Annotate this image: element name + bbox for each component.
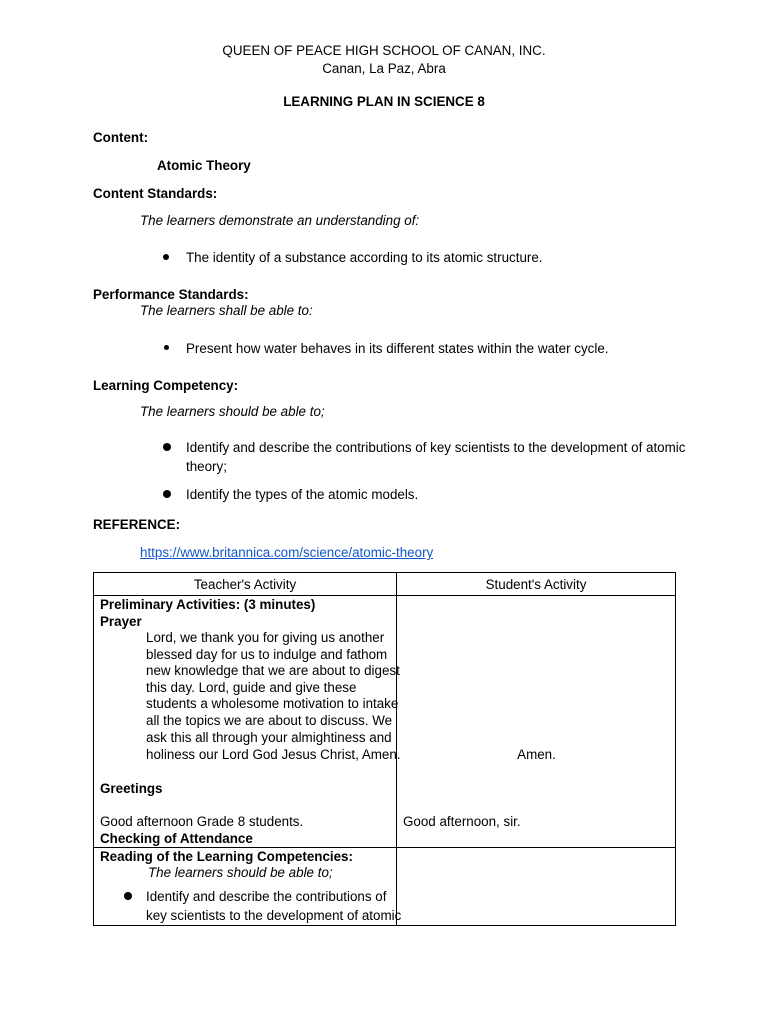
prayer-line: all the topics we are about to discuss. We	[146, 713, 393, 728]
student-activity-header: Student's Activity	[397, 573, 676, 596]
greetings-label: Greetings	[100, 781, 163, 796]
teacher-activity-cell	[94, 596, 401, 848]
student-activity-cell	[397, 596, 676, 848]
reading-item-line: key scientists to the development of atomic	[146, 908, 402, 923]
teacher-activity-header: Teacher's Activity	[94, 573, 397, 596]
performance-standards-item: Present how water behaves in its different states within the water cycle.	[186, 341, 609, 356]
prayer-line: ask this all through your almightiness and	[146, 730, 392, 745]
school-address: Canan, La Paz, Abra	[322, 61, 446, 76]
greeting-text: Good afternoon Grade 8 students.	[100, 814, 304, 829]
table-header-row	[94, 573, 676, 596]
table-row	[94, 596, 676, 848]
reference-label: REFERENCE:	[93, 517, 181, 532]
teacher-activity-cell	[94, 848, 402, 926]
content-label: Content:	[93, 130, 149, 145]
preliminary-activities-label: Preliminary Activities: (3 minutes)	[100, 597, 316, 612]
student-greeting: Good afternoon, sir.	[403, 814, 521, 829]
prayer-label: Prayer	[100, 614, 142, 629]
learning-competency-item-1: Identify and describe the contributions of key scientists to the development of atomic	[186, 440, 686, 455]
content-standards-item: The identity of a substance according to its atomic structure.	[186, 250, 543, 265]
student-activity-cell	[397, 848, 676, 926]
prayer-line: blessed day for us to indulge and fathom	[146, 647, 388, 662]
content-value: Atomic Theory	[157, 158, 251, 173]
learning-competency-label: Learning Competency:	[93, 378, 239, 393]
table-row	[94, 848, 676, 926]
bullet-icon	[163, 254, 169, 260]
reference-link[interactable]: https://www.britannica.com/science/atomic-theory	[140, 545, 434, 560]
learning-competency-item-1-cont: theory;	[186, 459, 227, 474]
prayer-line: new knowledge that we are about to digest	[146, 663, 400, 678]
prayer-line: Lord, we thank you for giving us another	[146, 630, 385, 645]
bullet-icon	[164, 345, 169, 350]
content-standards-intro: The learners demonstrate an understanding of:	[140, 213, 420, 228]
prayer-line: holiness our Lord God Jesus Christ, Amen.	[146, 747, 401, 762]
learning-competency-item-2: Identify the types of the atomic models.	[186, 487, 419, 502]
school-name: QUEEN OF PEACE HIGH SCHOOL OF CANAN, INC.	[222, 43, 546, 58]
attendance-label: Checking of Attendance	[100, 831, 253, 846]
performance-standards-label: Performance Standards:	[93, 287, 249, 302]
prayer-line: students a wholesome motivation to intake	[146, 696, 399, 711]
bullet-icon	[124, 892, 132, 900]
reading-competencies-label: Reading of the Learning Competencies:	[100, 849, 353, 864]
reading-competencies-intro: The learners should be able to;	[148, 865, 333, 880]
performance-standards-intro: The learners shall be able to:	[140, 303, 313, 318]
learning-competency-intro: The learners should be able to;	[140, 404, 325, 419]
plan-title: LEARNING PLAN IN SCIENCE 8	[283, 94, 485, 109]
reading-item-line: Identify and describe the contributions of	[146, 889, 387, 904]
content-standards-label: Content Standards:	[93, 186, 218, 201]
bullet-icon	[163, 490, 171, 498]
prayer-line: this day. Lord, guide and give these	[146, 680, 357, 695]
student-amen: Amen.	[517, 747, 556, 762]
activity-table	[93, 572, 676, 926]
bullet-icon	[163, 443, 171, 451]
